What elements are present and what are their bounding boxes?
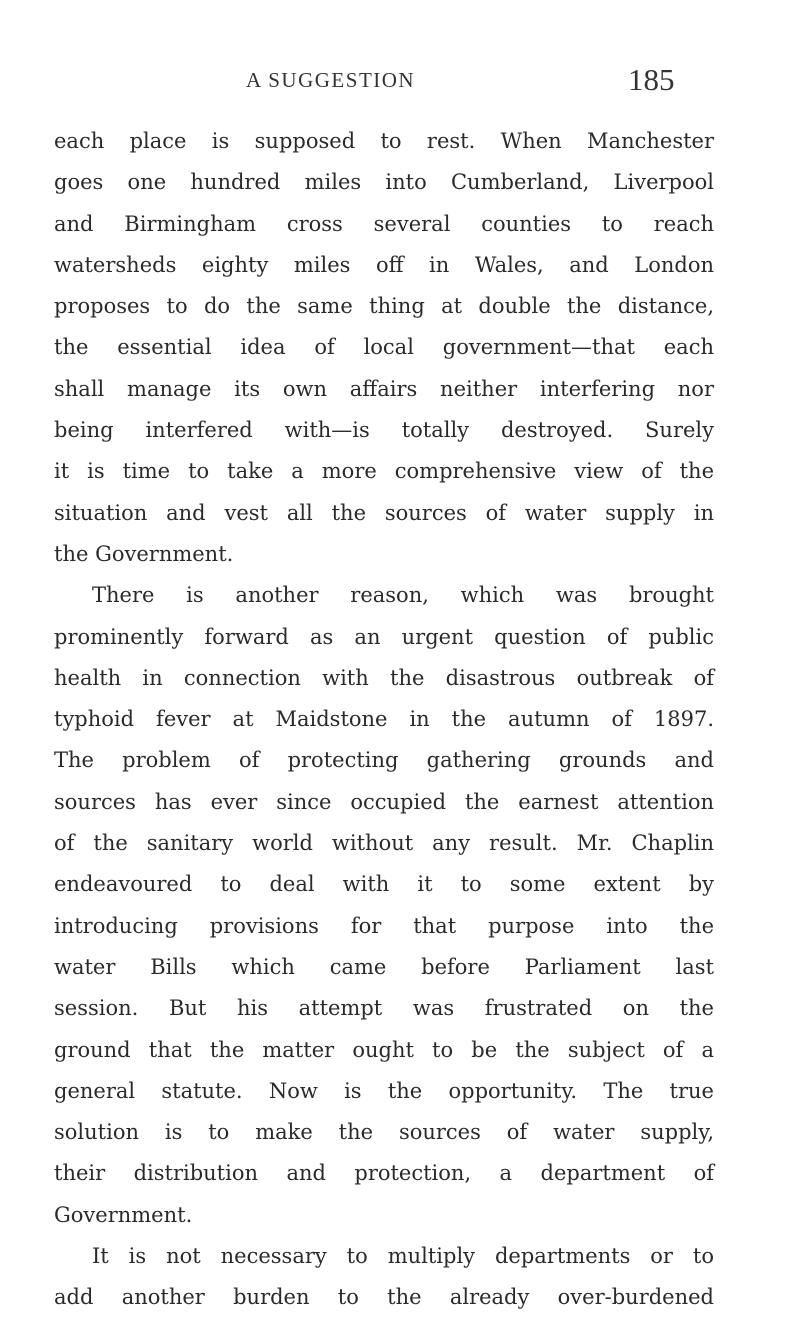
text-line: shall manage its own affairs neither interfering nor [54, 376, 714, 401]
text-line: and Birmingham cross several counties to reach [54, 211, 714, 236]
text-line: situation and vest all the sources of water supply in [54, 500, 714, 525]
text-line: prominently forward as an urgent question of public [54, 624, 714, 649]
text-line: each place is supposed to rest. When Manchester [54, 129, 714, 153]
text-line: health in connection with the disastrous outbreak of [54, 665, 714, 690]
text-line: The problem of protecting gathering grounds and [54, 748, 714, 773]
text-line: goes one hundred miles into Cumberland, Liverpool [54, 170, 714, 195]
text-line: introducing provisions for that purpose into the [54, 913, 714, 938]
text-line: typhoid fever at Maidstone in the autumn of 1897. [54, 707, 714, 732]
text-line: proposes to do the same thing at double the distance, [54, 294, 714, 319]
text-line: solution is to make the sources of water supply, [54, 1120, 714, 1145]
paragraph-start-line: There is another reason, which was brought [92, 583, 714, 608]
paragraph-start-line: It is not necessary to multiply departments or to [92, 1244, 714, 1269]
page-number: 185 [628, 62, 675, 97]
text-line: ground that the matter ought to be the subject of a [54, 1037, 714, 1062]
text-line: the Government. [54, 541, 234, 566]
body-text [54, 121, 714, 1319]
text-line: Government. [54, 1202, 193, 1227]
text-line: the essential idea of local government—that each [54, 335, 714, 360]
text-line: endeavoured to deal with it to some extent by [54, 872, 714, 897]
text-line: sources has ever since occupied the earnest attention [54, 789, 714, 814]
text-line: add another burden to the already over-burdened [54, 1285, 714, 1310]
text-line: of the sanitary world without any result. Mr. Chaplin [54, 831, 714, 856]
text-line: session. But his attempt was frustrated on the [54, 996, 714, 1021]
text-line: general statute. Now is the opportunity. The true [54, 1078, 714, 1103]
text-line: watersheds eighty miles off in Wales, and London [54, 252, 714, 277]
text-line: being interfered with—is totally destroyed. Surely [54, 418, 714, 443]
text-line: their distribution and protection, a department of [54, 1161, 714, 1186]
text-line: it is time to take a more comprehensive view of the [54, 459, 714, 484]
running-head-title: A SUGGESTION [246, 68, 416, 92]
running-head [0, 64, 800, 104]
text-line: water Bills which came before Parliament last [54, 954, 714, 979]
